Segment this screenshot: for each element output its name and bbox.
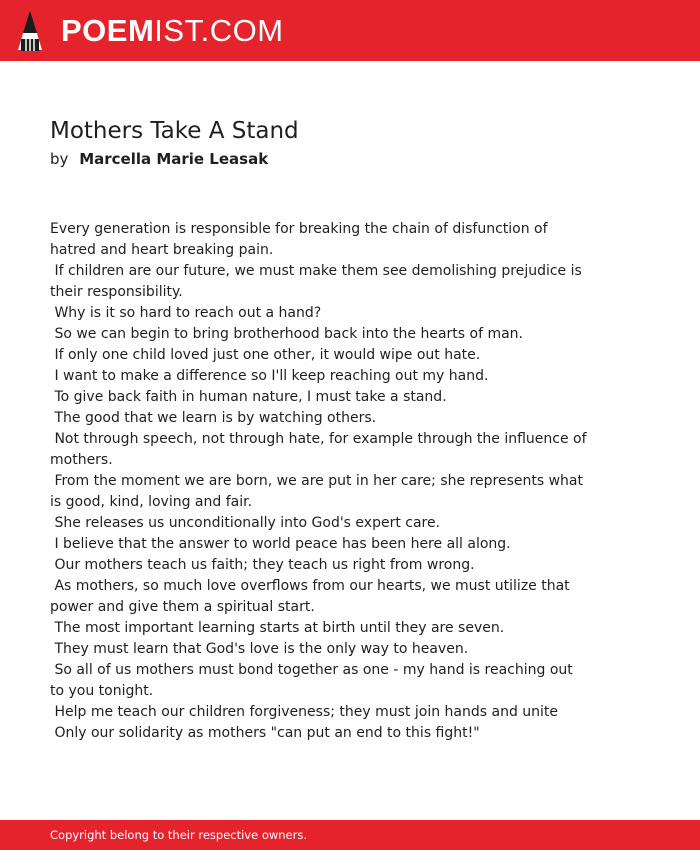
pencil-tip-icon	[18, 10, 42, 52]
author-name: Marcella Marie Leasak	[79, 150, 269, 168]
site-header	[0, 0, 700, 61]
poem-body	[50, 219, 590, 744]
poem-line: Help me teach our children forgiveness; they must join hands and unite	[50, 704, 559, 720]
poem-line: I believe that the answer to world peace has been here all along.	[50, 536, 511, 552]
site-footer	[0, 820, 700, 850]
poem-line: The most important learning starts at birth until they are seven.	[50, 620, 505, 636]
poem-title: Mothers Take A Stand	[50, 118, 299, 144]
site-wordmark	[61, 10, 284, 52]
wordmark-light: IST.COM	[154, 13, 284, 48]
poem-line: Why is it so hard to reach out a hand?	[50, 305, 322, 321]
poem-line: So all of us mothers must bond together as one - my hand is reaching out to you tonight.	[50, 662, 578, 699]
copyright-text: Copyright belong to their respective owners.	[50, 828, 308, 842]
poem-line: I want to make a difference so I'll keep reaching out my hand.	[50, 368, 489, 384]
poem-line: So we can begin to bring brotherhood back into the hearts of man.	[50, 326, 523, 342]
poem-line: To give back faith in human nature, I must take a stand.	[50, 389, 447, 405]
poem-line: If children are our future, we must make them see demolishing prejudice is their responsibility.	[50, 263, 587, 300]
poem-line: They must learn that God's love is the only way to heaven.	[50, 641, 469, 657]
poem-line: The good that we learn is by watching others.	[50, 410, 377, 426]
poem-line: Only our solidarity as mothers "can put an end to this fight!"	[50, 725, 480, 741]
poem-line: Every generation is responsible for breaking the chain of disfunction of hatred and heart breaking pain.	[50, 221, 552, 258]
poem-byline	[50, 149, 268, 169]
poem-line: If only one child loved just one other, it would wipe out hate.	[50, 347, 481, 363]
poem-line: Not through speech, not through hate, for example through the influence of mothers.	[50, 431, 592, 468]
by-label: by	[50, 150, 69, 168]
poem-line: She releases us unconditionally into God's expert care.	[50, 515, 441, 531]
poem-line: Our mothers teach us faith; they teach us right from wrong.	[50, 557, 475, 573]
poem-line: From the moment we are born, we are put in her care; she represents what is good, kind, loving and fair.	[50, 473, 588, 510]
wordmark-bold: POEM	[61, 13, 155, 48]
site-logo[interactable]	[18, 10, 284, 52]
poem-line: As mothers, so much love overflows from our hearts, we must utilize that power and give them a spiritual start.	[50, 578, 575, 615]
